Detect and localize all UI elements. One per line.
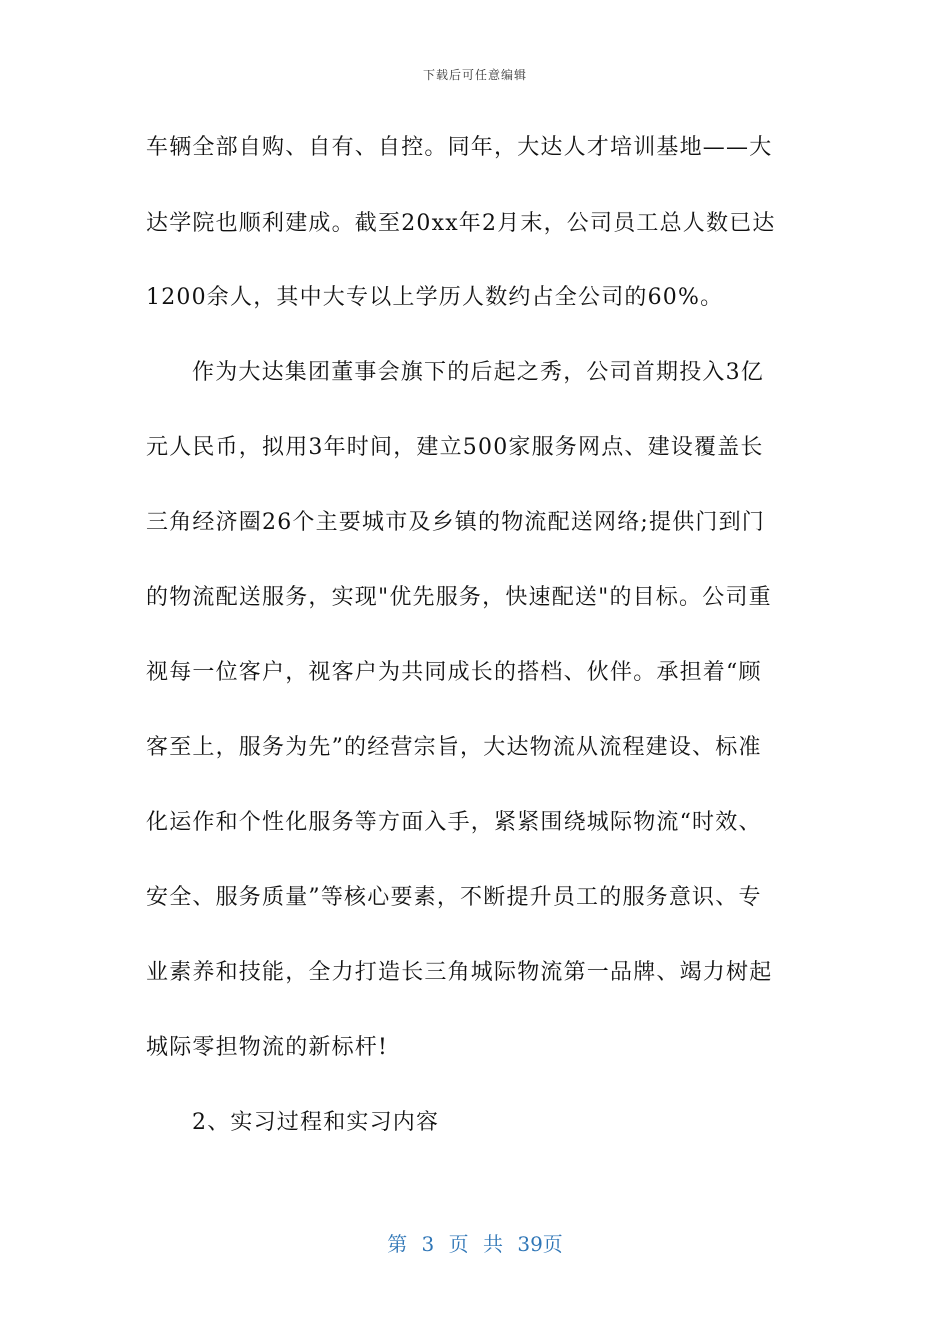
text-line: 达学院也顺利建成。截至20xx年2月末，公司员工总人数已达 [146, 211, 776, 236]
text-line: 三角经济圈26个主要城市及乡镇的物流配送网络;提供门到门 [146, 510, 766, 535]
text-line: 的物流配送服务，实现"优先服务，快速配送"的目标。公司重 [146, 585, 772, 610]
footer-label-gong: 共 [483, 1232, 503, 1256]
footer-label-di: 第 [387, 1232, 408, 1256]
page-footer [0, 1228, 950, 1257]
footer-total-pages: 39页 [517, 1232, 563, 1256]
text-line: 车辆全部自购、自有、自控。同年，大达人才培训基地——大 [146, 135, 773, 160]
text-line: 元人民币，拟用3年时间，建立500家服务网点、建设覆盖长 [146, 435, 764, 460]
text-line: 化运作和个性化服务等方面入手，紧紧围绕城际物流“时效、 [146, 810, 762, 835]
text-line: 作为大达集团董事会旗下的后起之秀，公司首期投入3亿 [192, 360, 764, 385]
text-line: 1200余人，其中大专以上学历人数约占全公司的60%。 [146, 285, 724, 310]
text-line: 客至上，服务为先”的经营宗旨，大达物流从流程建设、标准 [146, 735, 762, 760]
text-line: 安全、服务质量”等核心要素，不断提升员工的服务意识、专 [146, 885, 762, 910]
text-line: 视每一位客户，视客户为共同成长的搭档、伙伴。承担着“顾 [146, 660, 762, 685]
section-heading: 2、实习过程和实习内容 [192, 1110, 440, 1135]
page-header: 下载后可任意编辑 [422, 68, 527, 82]
text-line: 城际零担物流的新标杆! [146, 1035, 389, 1060]
text-line: 业素养和技能，全力打造长三角城际物流第一品牌、竭力树起 [146, 960, 773, 985]
footer-current-page: 3 [421, 1232, 435, 1256]
footer-label-ye: 页 [448, 1232, 469, 1256]
